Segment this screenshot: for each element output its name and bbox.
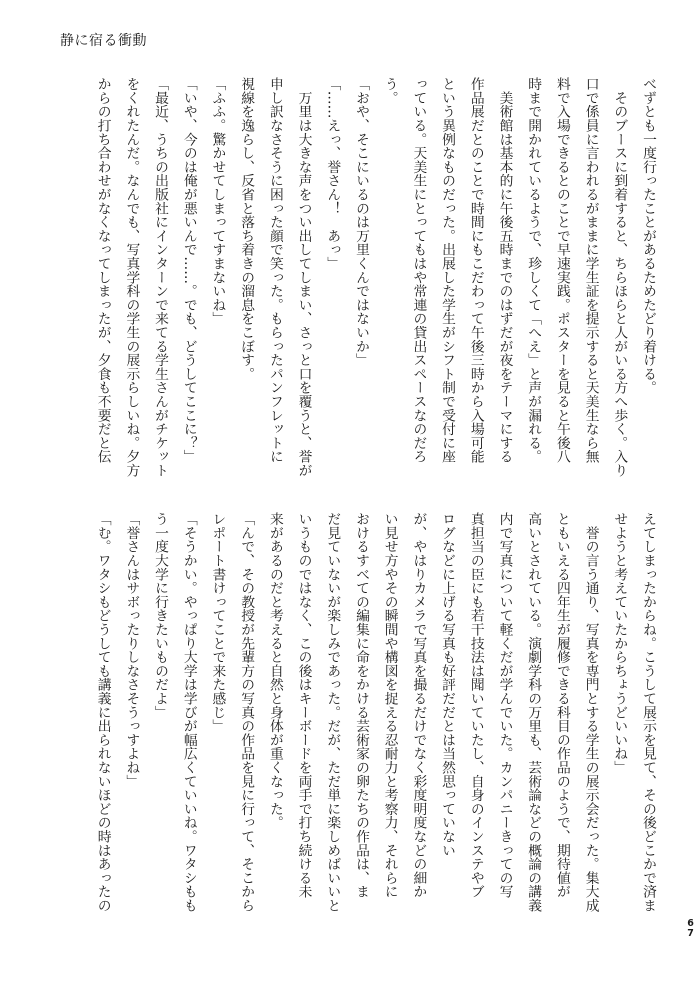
text-column: 「そうかい。やっぱり大学は学びが幅広くていいね。ワタシもも: [180, 512, 197, 913]
text-column: おけるすべての編集に命をかける芸術家の卵たちの作品は、ま: [352, 512, 369, 899]
text-column: 視線を逸らし、反省と落ち着きの溜息をこぼす。: [238, 77, 255, 381]
page-number: 67: [685, 918, 696, 938]
text-column: い見せ方やその瞬間や構図を捉える忍耐力と考察力、それらに: [381, 512, 398, 899]
text-column: っている。天美生にとってもはや常連の貸出スペースなのだろ: [410, 77, 427, 464]
text-column: ログなどに上げる写真も好評だだとは当然思っていない: [439, 512, 456, 857]
text-column: 口で係員に言われるがままに学生証を提示すると天美生なら無: [582, 77, 599, 464]
text-column: 内で写真について軽くだが学んでいた。カンパニーきっての写: [496, 512, 513, 899]
text-column: 「む。ワタシもどうしても講義に出られないほどの時はあったの: [94, 512, 111, 913]
text-column: だ見ていないが楽しみであった。だが、ただ単に楽しめばいいと: [324, 512, 341, 913]
text-column: 「……えっ、誉さん！ あっ」: [324, 77, 341, 271]
text-column: 「いや、今のは俺が悪いんで……。でも、どうしてここに？」: [180, 77, 197, 464]
text-column: レポート書けってことで来た感じ」: [209, 512, 226, 733]
text-column: う一度大学に行きたいものだよ」: [152, 512, 169, 719]
text-column: 来があるのだと考えると自然と身体が重くなった。: [266, 512, 283, 830]
text-column: 美術館は基本的に午後五時までのはずだが夜をテーマにする: [496, 77, 513, 464]
text-column: 料で入場できるとのことで早速実践。ポスターを見ると午後八: [553, 77, 570, 464]
text-column: せようと考えていたからちょうどいいね」: [611, 512, 628, 775]
text-column: 作品展だとのことで時間にもこだわって午後三時から入場可能: [467, 77, 484, 464]
text-column: 「誉さんはサボったりしなさそうっすよね」: [123, 512, 140, 788]
text-column: 誉の言う通り、写真を専門とする学生の展示会だった。集大成: [582, 512, 599, 913]
text-block-bottom: [87, 512, 662, 917]
text-column: 申し訳なさそうに困った顔で笑った。もらったパンフレットに: [266, 77, 283, 464]
text-column: という異例なものだった。出展した学生がシフト制で受付に座: [439, 77, 456, 464]
text-column: 高いとされている。演劇学科の万里も、芸術論などの概論の講義: [525, 512, 542, 913]
text-column: う。: [381, 77, 398, 105]
text-column: をくれたんだ。なんでも、写真学科の学生の展示らしいね。夕方: [123, 77, 140, 478]
text-column: そのブースに到着すると、ちらほらと人がいる方へ歩く。入り: [611, 77, 628, 478]
text-column: 「おや、そこにいるのは万里くんではないか」: [352, 77, 369, 367]
text-column: 時まで開かれているようで、珍しくて「へえ」と声が漏れる。: [525, 77, 542, 464]
running-title: 静に宿る衝動: [60, 33, 147, 49]
text-column: 真担当の臣にも若干技法は聞いていたし、自身のインステやブ: [467, 512, 484, 899]
text-column: からの打ち合わせがなくなってしまったが、夕食も不要だと伝: [94, 77, 111, 464]
text-column: 「んで、その教授が先輩方の写真の作品を見に行って、そこから: [238, 512, 255, 913]
text-column: いうものではなく、この後はキーボードを両手で打ち続ける未: [295, 512, 312, 899]
text-column: ともいえる四年生が履修できる科目の作品のようで、期待値が: [553, 512, 570, 899]
text-column: が、やはりカメラで写真を撮るだけでなく彩度明度などの細か: [410, 512, 427, 899]
text-block-top: [87, 77, 662, 482]
text-column: えてしまったからね。こうして展示を見て、その後どこかで済ま: [640, 512, 656, 913]
text-column: 万里は大きな声をつい出してしまい、さっと口を覆うと、誉が: [295, 77, 312, 478]
text-column: 「ふふ。驚かせてしまってすまないね」: [209, 77, 226, 326]
text-column: べずとも一度行ったことがあるためたどり着ける。: [640, 77, 656, 395]
text-column: 「最近、うちの出版社にインターンで来てる学生さんがチケット: [152, 77, 169, 478]
